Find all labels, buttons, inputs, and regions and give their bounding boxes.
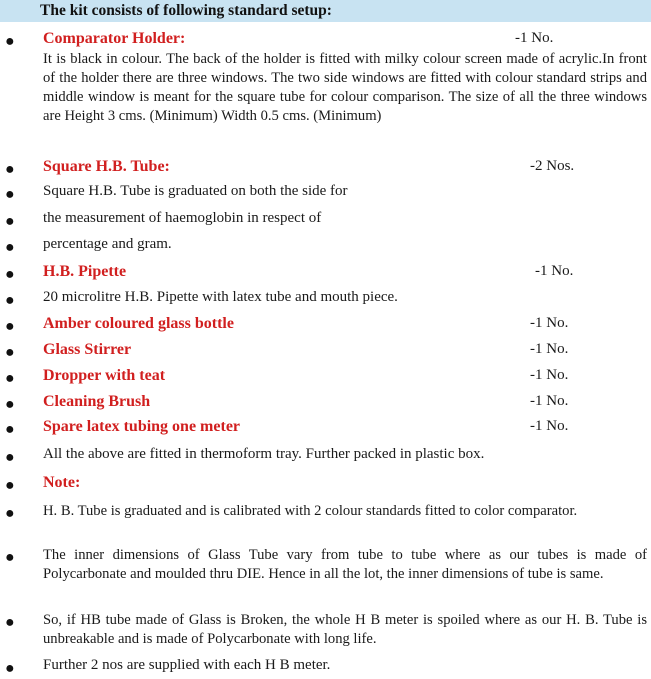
pipette-title: H.B. Pipette: [43, 263, 127, 280]
square-tube-line-2: the measurement of haemoglobin in respect of: [43, 210, 322, 226]
square-tube-title: Square H.B. Tube:: [43, 158, 170, 175]
bullet-icon: ●: [5, 186, 15, 203]
square-tube-qty: -2 Nos.: [530, 158, 575, 174]
tray-text: All the above are fitted in thermoform tray. Further packed in plastic box.: [43, 446, 485, 462]
bullet-icon: ●: [5, 266, 15, 283]
bullet-icon: ●: [5, 477, 15, 494]
note-title: Note:: [43, 474, 81, 491]
item-qty: -1 No.: [530, 393, 569, 409]
item-title: Amber coloured glass bottle: [43, 315, 234, 332]
bullet-icon: ●: [5, 318, 15, 335]
comparator-description: It is black in colour. The back of the holder is fitted with milky colour screen made of acrylic.In front of the holder there are three windows. The two side windows are fitted with colour standard strips and middle window is meant for the square tube for colour comparison. The size of all the three windows are Height 3 cms. (Minimum) Width 0.5 cms. (Minimum): [43, 51, 647, 124]
header-bar: [0, 0, 651, 22]
item-qty: -1 No.: [530, 367, 569, 383]
bullet-icon: ●: [5, 370, 15, 387]
square-tube-line-1: Square H.B. Tube is graduated on both the side for: [43, 183, 348, 199]
bullet-icon: ●: [5, 33, 15, 50]
comparator-title: Comparator Holder:: [43, 30, 186, 47]
item-qty: -1 No.: [530, 341, 569, 357]
bullet-icon: ●: [5, 239, 15, 256]
note-point-1: H. B. Tube is graduated and is calibrated with 2 colour standards fitted to color comparator.: [43, 503, 578, 519]
item-title: Cleaning Brush: [43, 393, 151, 410]
note-point-4: Further 2 nos are supplied with each H B meter.: [43, 657, 331, 673]
note-point-3: So, if HB tube made of Glass is Broken, the whole H B meter is spoiled where as our H. B. Tube is unbreakable and is made of Polycarbonate with long life.: [43, 612, 647, 647]
bullet-icon: ●: [5, 292, 15, 309]
note-point-2: The inner dimensions of Glass Tube vary from tube to tube where as our tubes is made of Polycarbonate and moulded thru DIE. Hence in all the lot, the inner dimensions of tube is same.: [43, 547, 647, 582]
square-tube-line-3: percentage and gram.: [43, 236, 172, 252]
bullet-icon: ●: [5, 213, 15, 230]
bullet-icon: ●: [5, 549, 15, 566]
item-title: Spare latex tubing one meter: [43, 418, 241, 435]
item-qty: -1 No.: [530, 315, 569, 331]
pipette-description: 20 microlitre H.B. Pipette with latex tube and mouth piece.: [43, 289, 398, 305]
bullet-icon: ●: [5, 161, 15, 178]
bullet-icon: ●: [5, 614, 15, 631]
bullet-icon: ●: [5, 421, 15, 438]
item-qty: -1 No.: [530, 418, 569, 434]
bullet-icon: ●: [5, 449, 15, 466]
item-title: Glass Stirrer: [43, 341, 132, 358]
pipette-qty: -1 No.: [535, 263, 574, 279]
item-title: Dropper with teat: [43, 367, 166, 384]
bullet-icon: ●: [5, 660, 15, 677]
bullet-icon: ●: [5, 344, 15, 361]
comparator-qty: -1 No.: [515, 30, 554, 46]
header-title: The kit consists of following standard setup:: [40, 2, 332, 19]
bullet-icon: ●: [5, 396, 15, 413]
bullet-icon: ●: [5, 505, 15, 522]
